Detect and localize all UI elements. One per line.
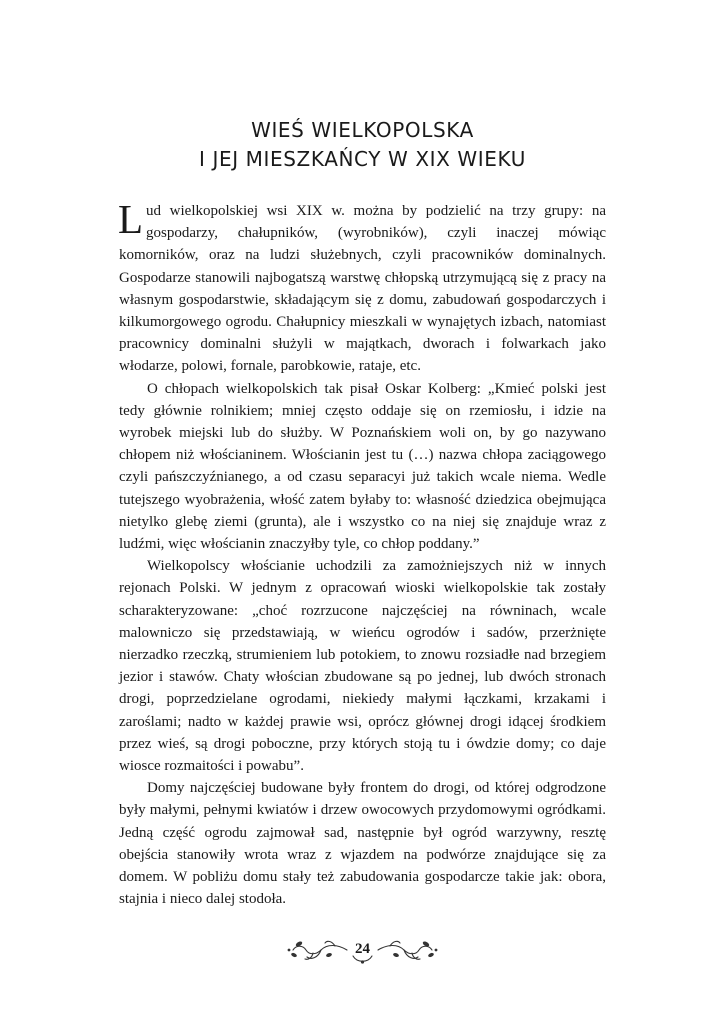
chapter-title-line-2: I JEJ MIESZKAŃCY W XIX WIEKU <box>199 147 526 171</box>
paragraph-3: Wielkopolscy włościanie uchodzili za zamożniejszych niż w innych rejonach Polski. W jednym z opracowań wioski wielkopolskie tak zostały scharakteryzowane: „choć rozrzucone najczęściej na równinach, wcale malowniczo się przedstawiają, w wieńcu ogrodów i sadów, przerżnięte nierzadko rzeczką, strumieniem lub potokiem, to znowu rozsiadłe nad brzegiem jezior i stawów. Chaty włościan zbudowane są po jednej, lub dwóch stronach drogi, poprzedzielane ogrodami, niekiedy małymi łączkami, krzakami i zaroślami; nadto w każdej prawie wsi, oprócz głównej drogi idącej środkiem przez wieś, są drogi poboczne, przy których stoją tu i ówdzie domy; co daje wiosce rozmaitości i powabu”. <box>119 558 606 775</box>
page-number: 24 <box>355 941 370 957</box>
chapter-title-line-1: WIEŚ WIELKOPOLSKA <box>251 118 474 142</box>
drop-cap: L <box>118 196 144 242</box>
paragraph-1 <box>118 196 606 378</box>
paragraph-4: Domy najczęściej budowane były frontem do drogi, od której odgrodzone były małymi, pełnymi kwiatów i drzew owocowych przydomowymi ogródkami. Jedną część ogrodu zajmował sad, następnie był ogród warzywny, resztę obejścia stanowiły wrota wraz z wjazdem na podwórze znajdujące się za domem. W pobliżu domu stały też zabudowania gospodarcze takie jak: obora, stajnia i nieco dalej stodoła. <box>119 780 606 908</box>
paragraph-1-text: ud wielkopolskiej wsi XIX w. można by podzielić na trzy grupy: na gospodarzy, chałupników, (wyrobników), czyli inaczej mówiąc komorników, oraz na ludzi służebnych, czyli pracowników dominalnych. Gospodarze stanowili najbogatszą warstwę chłopską utrzymującą się z pracy na własnym gospodarstwie, składającym się z domu, zabudowań gospodarczych i kilkumorgowego ogrodu. Chałupnicy mieszkali w wynajętych izbach, natomiast pracownicy dominalni służyli w majątkach, dworach i folwarkach jako włodarze, polowi, fornale, parobkowie, rataje, etc. <box>119 203 606 375</box>
body-text <box>118 196 606 911</box>
paragraph-2: O chłopach wielkopolskich tak pisał Oskar Kolberg: „Kmieć polski jest tedy głównie rolnikiem; mniej często oddaje się on rzemiosłu, i idzie na wyrobek miejski lub do służby. W Poznańskiem woli on, by go nazywano chłopem niż włościaninem. Włościanin jest tu (…) nazwa chłopa zaciągowego czyli pańszczyźnianego, a od czasu separacyi już takich wcale niema. Wedle tutejszego wyobrażenia, włość zatem byłaby to: własność dziedzica obejmująca nietylko glebę ziemi (grunta), ale i wszystko co na niej się znajduje wraz z ludźmi, więc włościanin znaczyłby tyle, co chłop poddany.” <box>119 380 606 553</box>
